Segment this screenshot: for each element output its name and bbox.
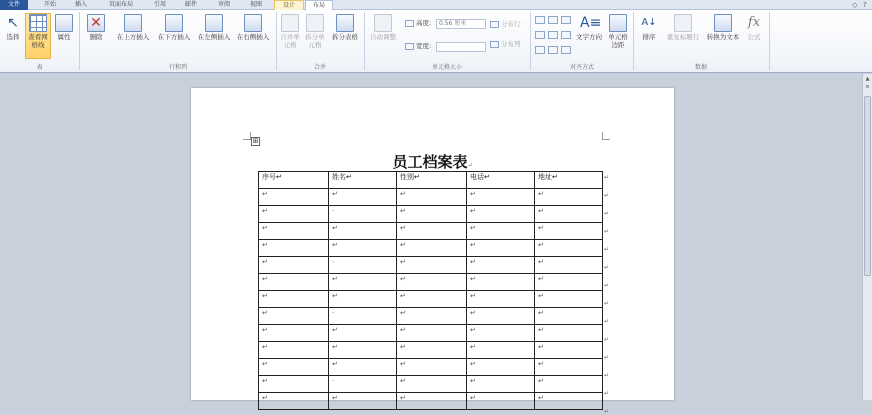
table-cell[interactable]: ↵ — [535, 359, 603, 376]
table-cell[interactable]: · — [329, 376, 397, 393]
split-cells-icon — [306, 14, 324, 32]
autofit-icon — [374, 14, 392, 32]
text-direction-label: 文字方向 — [576, 33, 602, 41]
table-row — [259, 274, 603, 291]
align-middle-right-icon[interactable] — [561, 31, 571, 39]
table-cell[interactable]: ↵ — [535, 240, 603, 257]
group-divider — [276, 12, 277, 70]
table-group-label: 表 — [36, 64, 43, 71]
insert-right-button[interactable] — [233, 14, 273, 58]
table-cell[interactable]: ↵ — [259, 240, 329, 257]
tab-references[interactable]: 引用 — [153, 1, 166, 8]
sort-az-icon: A↓ — [641, 17, 657, 28]
rows-columns-group-label: 行和列 — [168, 64, 187, 71]
table-cell[interactable]: ↵ — [535, 257, 603, 274]
insert-row-below-icon — [165, 14, 183, 32]
row-height-label: 高度: — [405, 19, 431, 28]
scrollbar-thumb[interactable] — [864, 96, 871, 276]
table-cell[interactable]: ↵ — [535, 189, 603, 206]
table-cell[interactable]: ↵ — [329, 359, 397, 376]
table-cell[interactable]: ↵ — [467, 189, 535, 206]
employee-table[interactable] — [258, 171, 603, 410]
split-table-label: 拆分表格 — [332, 33, 358, 41]
table-cell[interactable]: ↵ — [467, 240, 535, 257]
align-bottom-center-icon[interactable] — [548, 46, 558, 54]
merge-cells-icon — [281, 14, 299, 32]
table-cell[interactable]: ↵ — [259, 223, 329, 240]
table-move-handle[interactable]: ⊞ — [252, 137, 259, 145]
tab-table-layout[interactable]: 布局 — [305, 0, 333, 11]
table-cell[interactable]: ↵ — [467, 257, 535, 274]
table-header-row — [259, 172, 603, 189]
tab-mailings[interactable]: 邮件 — [184, 1, 197, 8]
group-divider — [79, 12, 80, 70]
table-cell[interactable]: ↵ — [467, 393, 535, 410]
row-end-mark: ↵ — [604, 228, 610, 235]
table-cell[interactable]: ↵ — [535, 274, 603, 291]
ruler-toggle-icon[interactable]: ≡ — [865, 84, 870, 90]
table-cell[interactable]: ↵ — [467, 223, 535, 240]
tab-review[interactable]: 审阅 — [217, 1, 230, 8]
group-divider — [364, 12, 365, 70]
table-row — [259, 325, 603, 342]
tab-table-design[interactable]: 设计 — [274, 0, 304, 10]
insert-row-above-icon — [124, 14, 142, 32]
autofit-label: 自动调整 — [370, 33, 396, 41]
margin-corner-mark — [602, 132, 610, 140]
table-row — [259, 308, 603, 325]
repeat-header-icon — [674, 14, 692, 32]
row-end-mark: ↵ — [604, 300, 610, 307]
repeat-header-rows-button[interactable] — [663, 14, 703, 58]
table-cell[interactable]: ↵ — [397, 376, 467, 393]
insert-left-button[interactable] — [194, 14, 234, 58]
cursor-select-icon: ↖ — [7, 15, 19, 31]
table-cell[interactable]: ↵ — [397, 206, 467, 223]
align-top-left-icon[interactable] — [535, 16, 545, 24]
merge-cells-label: 合并单元格 — [280, 33, 300, 49]
cell-margins-label: 单元格边距 — [608, 33, 628, 49]
table-cell[interactable]: ↵ — [535, 393, 603, 410]
table-cell[interactable]: ↵ — [467, 308, 535, 325]
column-width-field[interactable] — [436, 42, 486, 52]
table-cell[interactable]: ↵ — [467, 274, 535, 291]
column-width-icon — [405, 43, 414, 50]
table-cell[interactable]: ↵ — [535, 376, 603, 393]
table-cell[interactable]: ↵ — [259, 291, 329, 308]
row-height-value: 0.56 厘米 — [439, 20, 467, 27]
header-cell-address[interactable]: 地址↵ — [535, 172, 603, 189]
insert-below-label: 在下方插入 — [157, 33, 191, 41]
row-height-field[interactable] — [436, 19, 486, 29]
document-title[interactable] — [191, 151, 674, 172]
table-cell[interactable]: ↵ — [397, 223, 467, 240]
insert-column-left-icon — [205, 14, 223, 32]
table-cell[interactable]: ↵ — [535, 342, 603, 359]
header-cell-number[interactable]: 序号↵ — [259, 172, 329, 189]
distribute-rows-icon — [490, 21, 499, 28]
group-divider — [530, 12, 531, 70]
header-cell-phone[interactable]: 电话↵ — [467, 172, 535, 189]
table-row — [259, 240, 603, 257]
group-divider — [769, 12, 770, 70]
row-end-mark: ↵ — [604, 408, 610, 415]
table-cell[interactable]: ↵ — [467, 359, 535, 376]
distribute-columns-button[interactable]: 分布列 — [490, 40, 521, 49]
align-middle-left-icon[interactable] — [535, 31, 545, 39]
row-end-mark: ↵ — [604, 372, 610, 379]
table-cell[interactable]: ↵ — [329, 240, 397, 257]
table-cell[interactable]: ↵ — [259, 376, 329, 393]
cell-size-group-label: 单元格大小 — [431, 64, 462, 71]
ribbon-minimize-icon[interactable]: ◇ — [852, 1, 858, 9]
margin-corner-mark — [243, 132, 251, 140]
table-row — [259, 206, 603, 223]
table-cell[interactable]: ↵ — [259, 189, 329, 206]
properties-label: 属性 — [57, 33, 71, 41]
row-end-mark: ↵ — [604, 336, 610, 343]
merge-cells-button[interactable] — [279, 14, 301, 60]
properties-button[interactable] — [53, 14, 75, 58]
text-direction-icon: A≡ — [580, 15, 602, 31]
row-end-mark: ↵ — [604, 318, 610, 325]
insert-below-button[interactable] — [154, 14, 194, 58]
convert-to-text-icon — [714, 14, 732, 32]
table-cell[interactable]: ↵ — [259, 257, 329, 274]
table-cell[interactable]: ↵ — [535, 291, 603, 308]
align-middle-center-icon[interactable] — [548, 31, 558, 39]
formula-fx-icon: fx — [747, 15, 761, 30]
row-end-mark: ↵ — [604, 174, 610, 181]
formula-label: 公式 — [747, 33, 761, 41]
table-cell[interactable]: ↵ — [467, 376, 535, 393]
ribbon — [0, 10, 872, 73]
insert-column-right-icon — [244, 14, 262, 32]
repeat-header-label: 重复标题行 — [666, 33, 700, 41]
table-cell[interactable]: ↵ — [329, 223, 397, 240]
view-gridlines-label: 查看网格线 — [28, 33, 48, 49]
table-row — [259, 359, 603, 376]
split-table-button[interactable] — [328, 14, 362, 58]
table-cell[interactable]: ↵ — [397, 359, 467, 376]
view-gridlines-button[interactable] — [25, 13, 51, 59]
select-button[interactable] — [2, 14, 24, 58]
table-cell[interactable]: ↵ — [535, 223, 603, 240]
table-cell[interactable]: ↵ — [329, 291, 397, 308]
split-table-icon — [336, 14, 354, 32]
table-cell[interactable]: ↵ — [329, 325, 397, 342]
text-direction-button[interactable] — [574, 14, 604, 58]
table-cell[interactable]: ↵ — [397, 189, 467, 206]
table-row — [259, 291, 603, 308]
row-end-mark: ↵ — [604, 264, 610, 271]
header-cell-gender[interactable]: 性别↵ — [397, 172, 467, 189]
split-cells-label: 拆分单元格 — [305, 33, 325, 49]
distribute-rows-button[interactable]: 分布行 — [490, 20, 521, 29]
table-cell[interactable]: ↵ — [535, 206, 603, 223]
delete-table-icon: ✕ — [87, 14, 105, 32]
table-cell[interactable]: ↵ — [259, 393, 329, 410]
insert-above-label: 在上方插入 — [116, 33, 150, 41]
tab-home[interactable]: 开始 — [43, 1, 56, 8]
table-cell[interactable]: ↵ — [397, 240, 467, 257]
table-row — [259, 189, 603, 206]
column-width-label: 宽度: — [405, 42, 431, 51]
table-cell[interactable]: ↵ — [397, 393, 467, 410]
convert-to-text-button[interactable] — [703, 14, 743, 58]
table-cell[interactable]: ↵ — [329, 189, 397, 206]
scroll-up-icon[interactable]: ▲ — [865, 76, 870, 82]
table-cell[interactable]: ↵ — [259, 325, 329, 342]
table-row — [259, 342, 603, 359]
table-cell[interactable]: · — [329, 308, 397, 325]
formula-button[interactable] — [743, 14, 765, 58]
row-end-mark: ↵ — [604, 354, 610, 361]
table-cell[interactable]: ↵ — [329, 274, 397, 291]
ribbon-tab-bar — [0, 0, 872, 10]
table-cell[interactable]: ↵ — [259, 308, 329, 325]
table-row — [259, 393, 603, 410]
table-cell[interactable]: ↵ — [467, 325, 535, 342]
table-cell[interactable]: ↵ — [259, 359, 329, 376]
row-end-mark: ↵ — [604, 390, 610, 397]
table-cell[interactable]: ↵ — [259, 206, 329, 223]
table-cell[interactable]: ↵ — [397, 342, 467, 359]
table-cell[interactable]: ↵ — [397, 274, 467, 291]
table-cell[interactable]: ↵ — [535, 308, 603, 325]
help-icon[interactable]: ? — [863, 1, 867, 9]
table-cell[interactable]: · — [329, 257, 397, 274]
row-end-mark: ↵ — [604, 246, 610, 253]
table-cell[interactable]: ↵ — [259, 342, 329, 359]
table-cell[interactable]: ↵ — [397, 291, 467, 308]
row-end-mark: ↵ — [604, 210, 610, 217]
table-row — [259, 257, 603, 274]
table-cell[interactable]: · — [329, 206, 397, 223]
header-cell-name[interactable]: 姓名↵ — [329, 172, 397, 189]
paragraph-mark: ↵ — [467, 162, 473, 169]
select-label: 选择 — [6, 33, 20, 41]
delete-label: 删除 — [89, 33, 103, 41]
table-cell[interactable]: ↵ — [467, 291, 535, 308]
autofit-button[interactable] — [367, 14, 399, 58]
table-cell[interactable]: ↵ — [397, 308, 467, 325]
table-cell[interactable]: ↵ — [259, 274, 329, 291]
convert-to-text-label: 转换为文本 — [706, 33, 740, 41]
table-cell[interactable]: ↵ — [467, 342, 535, 359]
split-cells-button[interactable] — [303, 14, 327, 60]
table-cell[interactable]: ↵ — [397, 257, 467, 274]
insert-left-label: 在左侧插入 — [197, 33, 231, 41]
cell-margins-button[interactable] — [606, 14, 630, 60]
align-top-right-icon[interactable] — [561, 16, 571, 24]
document-page[interactable] — [191, 88, 674, 415]
row-end-mark: ↵ — [604, 192, 610, 199]
insert-above-button[interactable] — [113, 14, 153, 58]
row-end-mark: ↵ — [604, 282, 610, 289]
tab-file[interactable]: 文件 — [0, 0, 28, 10]
insert-right-label: 在右侧插入 — [236, 33, 270, 41]
merge-group-label: 合并 — [313, 64, 326, 71]
data-group-label: 数据 — [694, 64, 707, 71]
sort-label: 排序 — [642, 33, 656, 41]
table-cell[interactable]: ↵ — [329, 342, 397, 359]
align-top-center-icon[interactable] — [548, 16, 558, 24]
table-cell[interactable]: ↵ — [535, 325, 603, 342]
align-bottom-left-icon[interactable] — [535, 46, 545, 54]
cell-margins-icon — [609, 14, 627, 32]
table-row — [259, 376, 603, 393]
gridlines-icon — [29, 14, 47, 32]
row-height-icon — [405, 20, 414, 27]
group-divider — [633, 12, 634, 70]
table-row — [259, 223, 603, 240]
tab-insert[interactable]: 插入 — [74, 1, 87, 8]
align-bottom-right-icon[interactable] — [561, 46, 571, 54]
table-cell[interactable]: ↵ — [397, 325, 467, 342]
sort-button[interactable] — [637, 14, 661, 58]
alignment-group-label: 对齐方式 — [569, 64, 594, 71]
tab-page-layout[interactable]: 页面布局 — [108, 1, 133, 8]
vertical-scrollbar[interactable] — [862, 74, 872, 400]
table-cell[interactable]: ↵ — [329, 393, 397, 410]
tab-view[interactable]: 视图 — [249, 1, 262, 8]
distribute-columns-icon — [490, 41, 499, 48]
table-cell[interactable]: ↵ — [467, 206, 535, 223]
document-title-text: 员工档案表 — [392, 153, 468, 171]
table-properties-icon — [55, 14, 73, 32]
delete-button[interactable] — [84, 14, 108, 58]
